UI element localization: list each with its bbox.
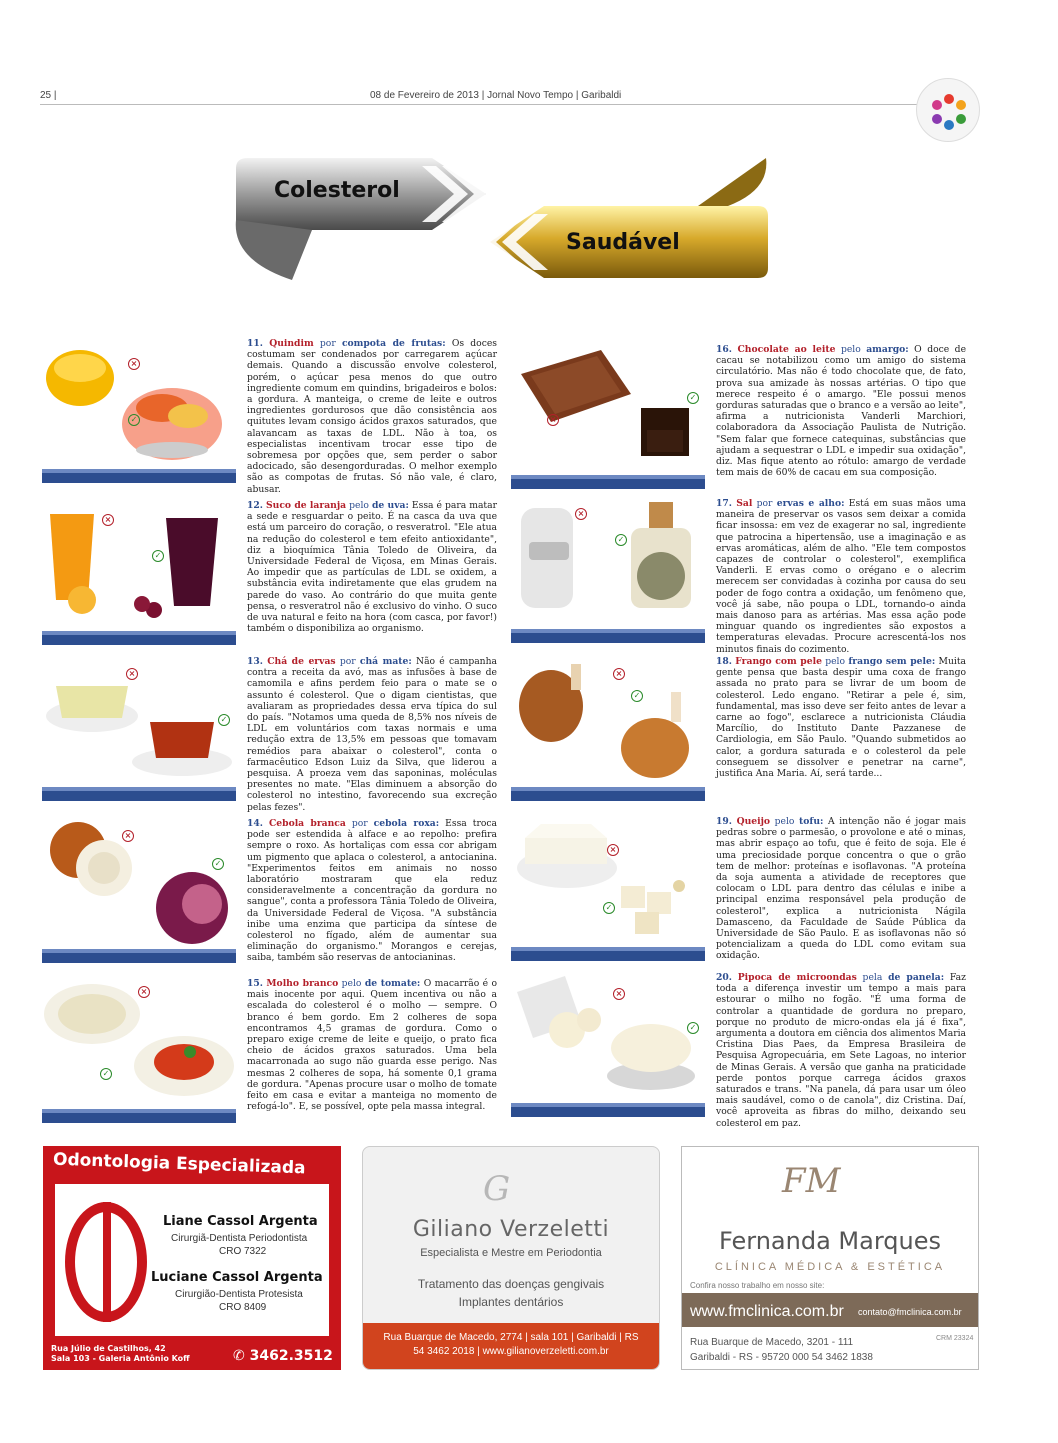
ad-footer: Rua Buarque de Macedo, 2774 | sala 101 | Garibaldi | RS 54 3462 2018 | www.gilianoverzeletti.com.br [363,1323,659,1369]
title-saudavel: Saudável [566,230,680,255]
dentist-cro-1: CRO 7322 [219,1246,267,1257]
article-image [511,972,705,1117]
article-image [42,500,236,645]
check-icon: ✓ [100,1068,112,1080]
dentist-role-1: Cirurgiã-Dentista Periodontista [171,1233,308,1244]
image-bar [42,949,236,963]
check-icon: ✓ [687,1022,699,1034]
ad-name: Fernanda Marques [719,1227,941,1255]
check-icon: ✓ [687,392,699,404]
image-bar [511,629,705,643]
dentist-name-2: Luciane Cassol Argenta [151,1270,323,1285]
ad-giliano[interactable] [362,1146,660,1370]
dentist-role-2: Cirurgião-Dentista Protesista [175,1289,303,1300]
image-bar [42,787,236,801]
header-rule [40,104,920,105]
check-icon: ✓ [218,714,230,726]
page-header [40,86,920,108]
ad-fernanda-marques[interactable] [681,1146,979,1370]
dentist-name-1: Liane Cassol Argenta [163,1214,318,1229]
ad-crm: CRM 23324 [936,1335,974,1342]
ad-url-link[interactable]: www.fmclinica.com.br [690,1303,844,1320]
article-image [511,656,705,801]
cross-icon: × [607,844,619,856]
ad-city: Garibaldi - RS - 95720 000 54 3462 1838 [690,1352,873,1363]
cross-icon: × [122,830,134,842]
article-image [511,816,705,961]
article-text: 13. Chá de ervas por chá mate: Não é campanha contra a receita da avó, mas as infusões à base de camomila e afins perdem feio para o mate se o assunto é colesterol. Que o digam cientistas, que avaliaram as propriedades dessa erva típica do sul do país. "Notamos uma queda de 8,5% nos níveis de LDL em voluntários com taxas normais e uma redução extra de 13,5% em pessoas que tomavam remédios para abaixar o colesterol", conta o farmacêutico Edson Luiz da Silva, que liderou a pesquisa. A proeza vem das saponinas, moléculas presentes no mate. "Elas diminuem a absorção do colesterol no intestino, favorecendo sua excreção pelas fezes". [247,656,497,813]
ad-confira: Confira nosso trabalho em nosso site: [690,1281,825,1290]
cross-icon: × [126,668,138,680]
ad-email-link[interactable]: contato@fmclinica.com.br [858,1307,962,1317]
dentist-cro-2: CRO 8409 [219,1302,267,1313]
check-icon: ✓ [615,534,627,546]
ad-odontologia[interactable] [43,1146,341,1370]
cross-icon: × [547,414,559,426]
article-text: 20. Pipoca de microondas pela de panela: Faz toda a diferença investir um tempo a mais para estourar o milho no fogão. "É uma forma de controlar a quantidade de gordura no preparo, porque no produto de micro-ondas ela já é fixa", argumenta a doutora em ciência dos alimentos Maria Cristina Dias Paes, da Empresa Brasileira de Pesquisa Agropecuária, em Sete Lagoas, no interior de Minas Gerais. A versão que ganha na praticidade perde pontos porque carrega ácidos graxos saturados e trans. "Na panela, dá para usar um óleo mais saudável, como o de canola", diz Cristina. Daí, você aproveita as fibras do milho, deixando seu colesterol em paz. [716,972,966,1129]
article-image [42,978,236,1123]
monogram-logo: FM [782,1161,841,1201]
article-image [511,344,705,489]
cross-icon: × [575,508,587,520]
check-icon: ✓ [631,690,643,702]
check-icon: ✓ [603,902,615,914]
title-ribbon-silver [232,150,490,286]
ad-header: Odontologia Especializada [52,1149,306,1179]
newspaper-logo-icon [916,78,980,142]
image-bar [511,475,705,489]
check-icon: ✓ [128,414,140,426]
article-text: 17. Sal por ervas e alho: Está em suas mãos uma maneira de preservar os vasos sem deixar a comida ficar insossa: em vez de exagerar no sal, ingrediente que patrocina a hipertensão, use a imaginação e as ervas aromáticas, além de alho. "Ele tem compostos capazes de controlar o colesterol", exemplifica Vanderli. E ervas como o orégano e o alecrim merecem ser convidadas à cozinha por causa do seu poder de fogo contra a oxidação, um fenômeno que, você já sabe, não poupa o LDL, tornando-o ainda mais danoso para as artérias. Mas essa ação pode minguar quando os ingredientes são expostos a temperaturas elevadas. Procure acrescentá-los nos minutos finais do cozimento. [716,498,966,655]
ad-address: Rua Buarque de Macedo, 3201 - 111 [690,1337,854,1348]
article-text: 12. Suco de laranja pelo de uva: Essa é para matar a sede e resguardar o peito. É na casca da uva que está um parceiro do coração, o resveratrol. "Ele atua na redução do colesterol e tem efeito antioxidante", diz a bioquímica Tânia Toledo de Oliveira, da Universidade Federal de Viçosa, em Minas Gerais. Ao impedir que as partículas de LDL se oxidem, a substância evita indiretamente que elas grudem na parede do vaso. Ao contrário do que muita gente pensa, o resveratrol não é exclusivo do vinho. O suco de uva natural e feito na hora (com casca, por favor!) também o disponibiliza ao organismo. [247,500,497,635]
cross-icon: × [613,988,625,1000]
ad-service-2: Implantes dentários [458,1295,564,1309]
article-text: 16. Chocolate ao leite pelo amargo: O doce de cacau se notabilizou como um amigo do sistema circulatório. Mas não é todo chocolate que, de fato, prova sua amizade às nossas artérias. O tipo que merece respeito é o amargo. "Ele possui menos gorduras saturadas que o branco e a versão ao leite", afirma a nutricionista Vanderli Marchiori, colaboradora da Associação Paulista de Nutrição. "Sem falar que fornece catequinas, substâncias que ajudam a sequestrar o LDL e impedir sua oxidação", diz. Mas fique atento ao rótulo: amargo de verdade tem mais de 60% de cacau em sua composição. [716,344,967,479]
image-bar [511,787,705,801]
article-image [42,818,236,963]
article-image [42,656,236,801]
image-bar [42,631,236,645]
cross-icon: × [128,358,140,370]
article-text: 11. Quindim por compota de frutas: Os doces costumam ser condenados por carregarem açúcar demais. Quando a discussão envolve colesterol, porém, o açúcar pesa menos do que outro ingrediente comum em quindins, brigadeiros e bolos: a gordura. A manteiga, o creme de leite e outros ingredientes gordurosos que dão consistência aos quitutes levam consigo ácidos graxos saturados, que alavancam as taxas de LDL. Não à toa, os especialistas incentivam trocar esse tipo de sobremesa por opções que, sem perder o sabor adocicado, são desengorduradas. O melhor exemplo são as compotas de frutas. Só não vale, é claro, abusar. [247,338,498,495]
image-bar [42,1109,236,1123]
article-image [511,498,705,643]
article-text: 18. Frango com pele pelo frango sem pele: Muita gente pensa que basta despir uma coxa de frango assada no prato para se livrar de um boom de colesterol. Ledo engano. "Retirar a pele é, sim, fundamental, mas isso deve ser feito antes de levar a carne ao fogo", esclarece a nutricionista Cláudia Marcílio, do Instituto Dante Pazzanese de Cardiologia, em São Paulo. "Quando submetidos ao calor, a gordura saturada e o colesterol da pele conseguem se dissolver e penetrar na carne", justifica Ana Maria. Aí, será tarde... [716,656,966,780]
check-icon: ✓ [212,858,224,870]
header-info: 08 de Fevereiro de 2013 | Jornal Novo Tempo | Garibaldi [370,90,622,101]
check-icon: ✓ [152,550,164,562]
monogram-logo: G [483,1169,511,1209]
page-number: 25 | [40,90,57,101]
cross-icon: × [138,986,150,998]
ad-address: Rua Júlio de Castilhos, 42 Sala 103 - Galeria Antônio Koff [51,1344,190,1363]
ad-phone: ✆ 3462.3512 [233,1348,333,1364]
ad-service-1: Tratamento das doenças gengivais [417,1277,605,1291]
title-colesterol: Colesterol [274,178,400,203]
image-bar [511,1103,705,1117]
ad-specialty: Especialista e Mestre em Periodontia [420,1247,602,1259]
image-bar [511,947,705,961]
cross-icon: × [613,668,625,680]
article-text: 15. Molho branco pelo de tomate: O macarrão é o mais inocente por aqui. Quem incentiva ou não a escalada do colesterol é o molho — sempre. O branco é bem gordo. Em 2 colheres de sopa encontramos 4,5 gramas de gordura. Como o preparo exige creme de leite e queijo, o prato fica cheio de ácidos graxos saturados. Uma bela macarronada ao sugo não guarda esse perigo. Nas mesmas 2 colheres de sopa, há somente 0,1 grama de gordura. "Apenas procure usar o molho de tomate feito em casa e evitar a manteiga no momento de refogá-lo". E, se possível, opte pela massa integral. [247,978,497,1113]
ad-subtitle: CLÍNICA MÉDICA & ESTÉTICA [714,1261,946,1273]
cross-icon: × [102,514,114,526]
image-bar [42,469,236,483]
ad-name: Giliano Verzeletti [412,1217,610,1242]
article-text: 14. Cebola branca por cebola roxa: Essa troca pode ser estendida à alface e ao repolho: prefira sempre o roxo. As hortaliças com essa cor abrigam um pigmento que aplaca o colesterol, a antocianina. "Experimentos feitos em animais no nosso laboratório mostraram que ela reduz consideravelmente a concentração da gordura no sangue", conta a professora Tânia Toledo de Oliveira, da Universidade Federal de Viçosa. "A substância inibe uma enzima que participa da síntese de colesterol no fígado, além de aumentar sua eliminação do organismo." Morangos e cerejas, saiba, também são reservas de antocianinas. [247,818,497,964]
article-text: 19. Queijo pelo tofu: A intenção não é jogar mais pedras sobre o parmesão, o provolone e até o minas, mas abrir espaço ao tofu, que é feito de soja. Ele é uma preciosidade porque concentra o que o grão tem de melhor: proteínas e isoflavonas. "A proteína da soja aumenta a atividade de receptores que colocam o LDL para dentro das células e inibe a principal enzima responsável pela produção de colesterol", explica a nutricionista Nágila Damasceno, da Faculdade de Saúde Pública da Universidade de São Paulo. E as isoflavonas não só potencializam a queda do LDL como evitam sua oxidação. [716,816,966,962]
staff-icon [103,1202,111,1322]
title-ribbon-gold [488,150,770,286]
